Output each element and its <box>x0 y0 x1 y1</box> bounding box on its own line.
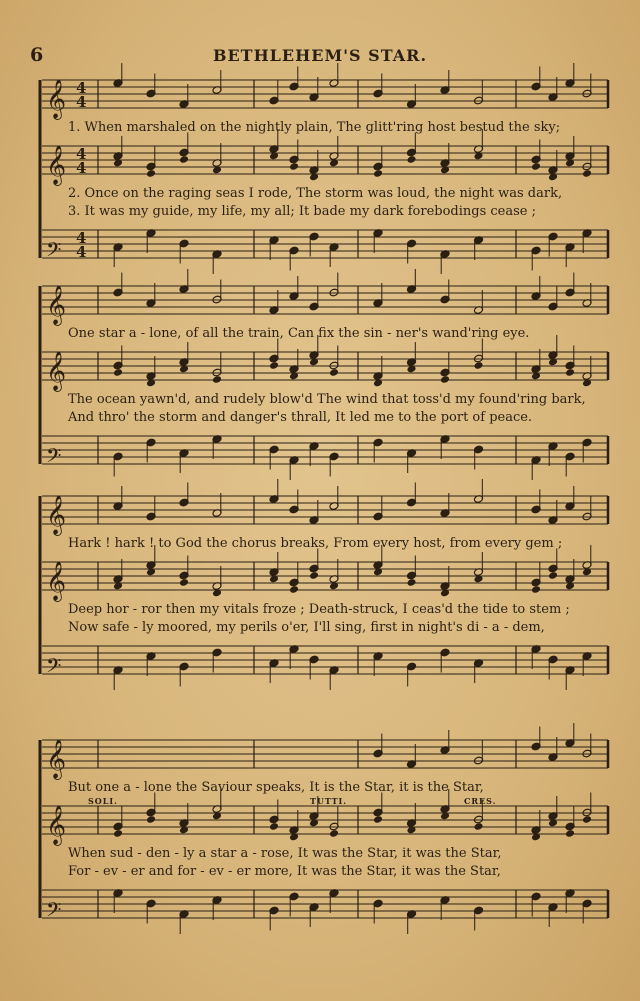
note <box>582 283 592 307</box>
note <box>289 563 299 594</box>
note <box>531 727 541 751</box>
note <box>406 133 416 164</box>
note <box>548 150 558 181</box>
note <box>146 356 156 387</box>
bass-staff <box>42 646 608 682</box>
treble-staff <box>42 805 608 846</box>
music-system <box>28 286 608 486</box>
music-system <box>28 740 608 980</box>
treble-clef-icon: 𝄞 <box>46 145 67 185</box>
lyric-line: One star a - lone, of all the train, Can fix the sin - ner's wand'ring eye. <box>68 326 530 341</box>
note <box>269 800 279 831</box>
dynamic-marking: TUTTI. <box>310 796 348 806</box>
note <box>373 793 383 824</box>
lyric-line: Deep hor - ror then my vitals froze ; Death-struck, I ceas'd the tide to stem ; <box>68 602 570 617</box>
note <box>113 486 123 510</box>
note <box>113 243 123 267</box>
note <box>146 497 156 521</box>
time-signature: 4 <box>76 145 87 163</box>
note <box>548 796 558 827</box>
note <box>113 807 123 838</box>
time-signature: 4 <box>76 93 87 111</box>
note <box>309 549 319 580</box>
lyric-line: And thro' the storm and danger's thrall, It led me to the port of peace. <box>68 410 533 425</box>
note <box>289 490 299 514</box>
lyric-line: 2. Once on the raging seas I rode, The storm was loud, the night was dark, <box>68 186 563 201</box>
note <box>406 449 416 473</box>
note <box>406 803 416 834</box>
treble-clef-icon: 𝄞 <box>46 739 67 779</box>
note <box>373 652 383 676</box>
note <box>212 70 222 94</box>
note <box>309 500 319 524</box>
note <box>440 250 450 274</box>
bass-clef-icon: 𝄢 <box>46 654 62 682</box>
note <box>406 910 416 934</box>
staff-group <box>28 740 614 940</box>
note <box>473 339 483 370</box>
note <box>113 559 123 590</box>
dynamic-marking: SOLI. <box>88 796 118 806</box>
note <box>146 793 156 824</box>
note <box>440 730 450 754</box>
note <box>565 243 575 267</box>
note <box>531 490 541 514</box>
note <box>212 566 222 597</box>
note <box>565 486 575 510</box>
note <box>440 70 450 94</box>
note <box>440 143 450 174</box>
lyric-line: When sud - den - ly a star a - rose, It was the Star, it was the Star, <box>68 846 502 861</box>
lyric-line: Hark ! hark ! to God the chorus breaks, From every host, from every gem ; <box>68 536 563 551</box>
note <box>179 84 189 108</box>
note <box>473 552 483 583</box>
note <box>582 229 592 253</box>
note <box>146 652 156 676</box>
lyric-line: 1. When marshaled on the nightly plain, The glitt'ring host bestud the sky; <box>68 120 561 135</box>
note <box>531 810 541 841</box>
note <box>440 435 450 459</box>
music-system <box>28 80 608 280</box>
note <box>212 250 222 274</box>
note <box>531 645 541 669</box>
note <box>565 136 575 167</box>
note <box>212 435 222 459</box>
note <box>309 287 319 311</box>
time-signature: 4 <box>76 243 87 261</box>
note <box>440 566 450 597</box>
note <box>289 456 299 480</box>
note <box>565 559 575 590</box>
note <box>269 339 279 370</box>
lyric-line: For - ev - er and for - ev - er more, It was the Star, it was the Star, <box>68 864 501 879</box>
note <box>146 74 156 98</box>
lyric-line: 3. It was my guide, my life, my all; It bade my dark forebodings cease ; <box>68 204 536 219</box>
note <box>565 346 575 377</box>
page-header <box>0 44 640 70</box>
note <box>309 442 319 466</box>
treble-clef-icon: 𝄞 <box>46 285 67 325</box>
note <box>212 353 222 384</box>
note <box>289 645 299 669</box>
treble-clef-icon: 𝄞 <box>46 561 67 601</box>
lyric-line: Now safe - ly moored, my perils o'er, I'll sing, first in night's di - a - dem, <box>68 620 545 635</box>
treble-clef-icon: 𝄞 <box>46 495 67 535</box>
note <box>329 807 339 838</box>
treble-clef-icon: 𝄞 <box>46 79 67 119</box>
note <box>289 140 299 171</box>
page-number: 6 <box>30 44 44 66</box>
bass-clef-icon: 𝄢 <box>46 898 62 926</box>
note <box>406 556 416 587</box>
treble-clef-icon: 𝄞 <box>46 351 67 391</box>
lyric-line: The ocean yawn'd, and rudely blow'd The wind that toss'd my found'ring bark, <box>68 392 586 407</box>
note <box>113 889 123 913</box>
staff-group <box>28 80 614 280</box>
note <box>406 342 416 373</box>
note <box>329 559 339 590</box>
note <box>269 81 279 105</box>
note <box>473 659 483 683</box>
music-system <box>28 496 608 696</box>
note <box>440 493 450 517</box>
note <box>582 147 592 178</box>
note <box>309 903 319 927</box>
note <box>548 500 558 524</box>
note <box>269 290 279 314</box>
note <box>179 449 189 473</box>
note <box>531 456 541 480</box>
dynamic-marking: CRES. <box>464 796 497 806</box>
note <box>531 563 541 594</box>
note <box>329 136 339 167</box>
treble-staff <box>42 79 608 120</box>
note <box>289 810 299 841</box>
note <box>582 652 592 676</box>
note <box>565 807 575 838</box>
treble-staff <box>42 561 608 602</box>
note <box>473 290 483 314</box>
note <box>582 356 592 387</box>
note <box>329 346 339 377</box>
note <box>406 744 416 768</box>
bass-staff <box>42 229 608 266</box>
note <box>146 229 156 253</box>
note <box>565 889 575 913</box>
bass-staff <box>42 436 608 472</box>
note <box>309 150 319 181</box>
note <box>179 803 189 834</box>
note <box>212 143 222 174</box>
note <box>373 229 383 253</box>
note <box>473 236 483 260</box>
treble-staff <box>42 145 608 186</box>
treble-clef-icon: 𝄞 <box>46 805 67 845</box>
note <box>548 903 558 927</box>
note <box>309 77 319 101</box>
staff-group <box>28 496 614 696</box>
treble-staff <box>42 739 608 780</box>
note <box>440 353 450 384</box>
note <box>146 283 156 307</box>
note <box>548 77 558 101</box>
note <box>548 549 558 580</box>
note <box>289 349 299 380</box>
treble-staff <box>42 285 608 326</box>
note <box>146 147 156 178</box>
staff-group <box>28 286 614 486</box>
note <box>531 140 541 171</box>
bass-clef-icon: 𝄢 <box>46 238 62 266</box>
note <box>269 659 279 683</box>
note <box>582 793 592 824</box>
note <box>113 136 123 167</box>
note <box>373 356 383 387</box>
note <box>212 493 222 517</box>
time-signature: 4 <box>76 229 87 247</box>
bass-clef-icon: 𝄢 <box>46 444 62 472</box>
note <box>440 280 450 304</box>
note <box>406 84 416 108</box>
note <box>212 896 222 920</box>
note <box>531 67 541 91</box>
note <box>373 283 383 307</box>
note <box>179 342 189 373</box>
note <box>548 442 558 466</box>
lyric-line: But one a - lone the Saviour speaks, It is the Star, it is the Star, <box>68 780 484 795</box>
note <box>373 74 383 98</box>
note <box>373 147 383 178</box>
note <box>548 287 558 311</box>
note <box>179 556 189 587</box>
note <box>329 889 339 913</box>
time-signature: 4 <box>76 79 87 97</box>
note <box>289 67 299 91</box>
note <box>269 552 279 583</box>
note <box>179 133 189 164</box>
note <box>373 497 383 521</box>
note <box>440 896 450 920</box>
note <box>269 236 279 260</box>
treble-staff <box>42 495 608 536</box>
note <box>329 666 339 690</box>
note <box>531 349 541 380</box>
bass-staff <box>42 890 608 926</box>
note <box>179 483 189 507</box>
note <box>329 486 339 510</box>
note <box>548 737 558 761</box>
time-signature: 4 <box>76 159 87 177</box>
running-title: BETHLEHEM'S STAR. <box>212 46 428 65</box>
note <box>329 243 339 267</box>
note <box>113 666 123 690</box>
note <box>565 666 575 690</box>
note <box>113 346 123 377</box>
note <box>406 483 416 507</box>
note <box>179 910 189 934</box>
note <box>373 734 383 758</box>
note <box>565 723 575 747</box>
treble-staff <box>42 351 608 392</box>
